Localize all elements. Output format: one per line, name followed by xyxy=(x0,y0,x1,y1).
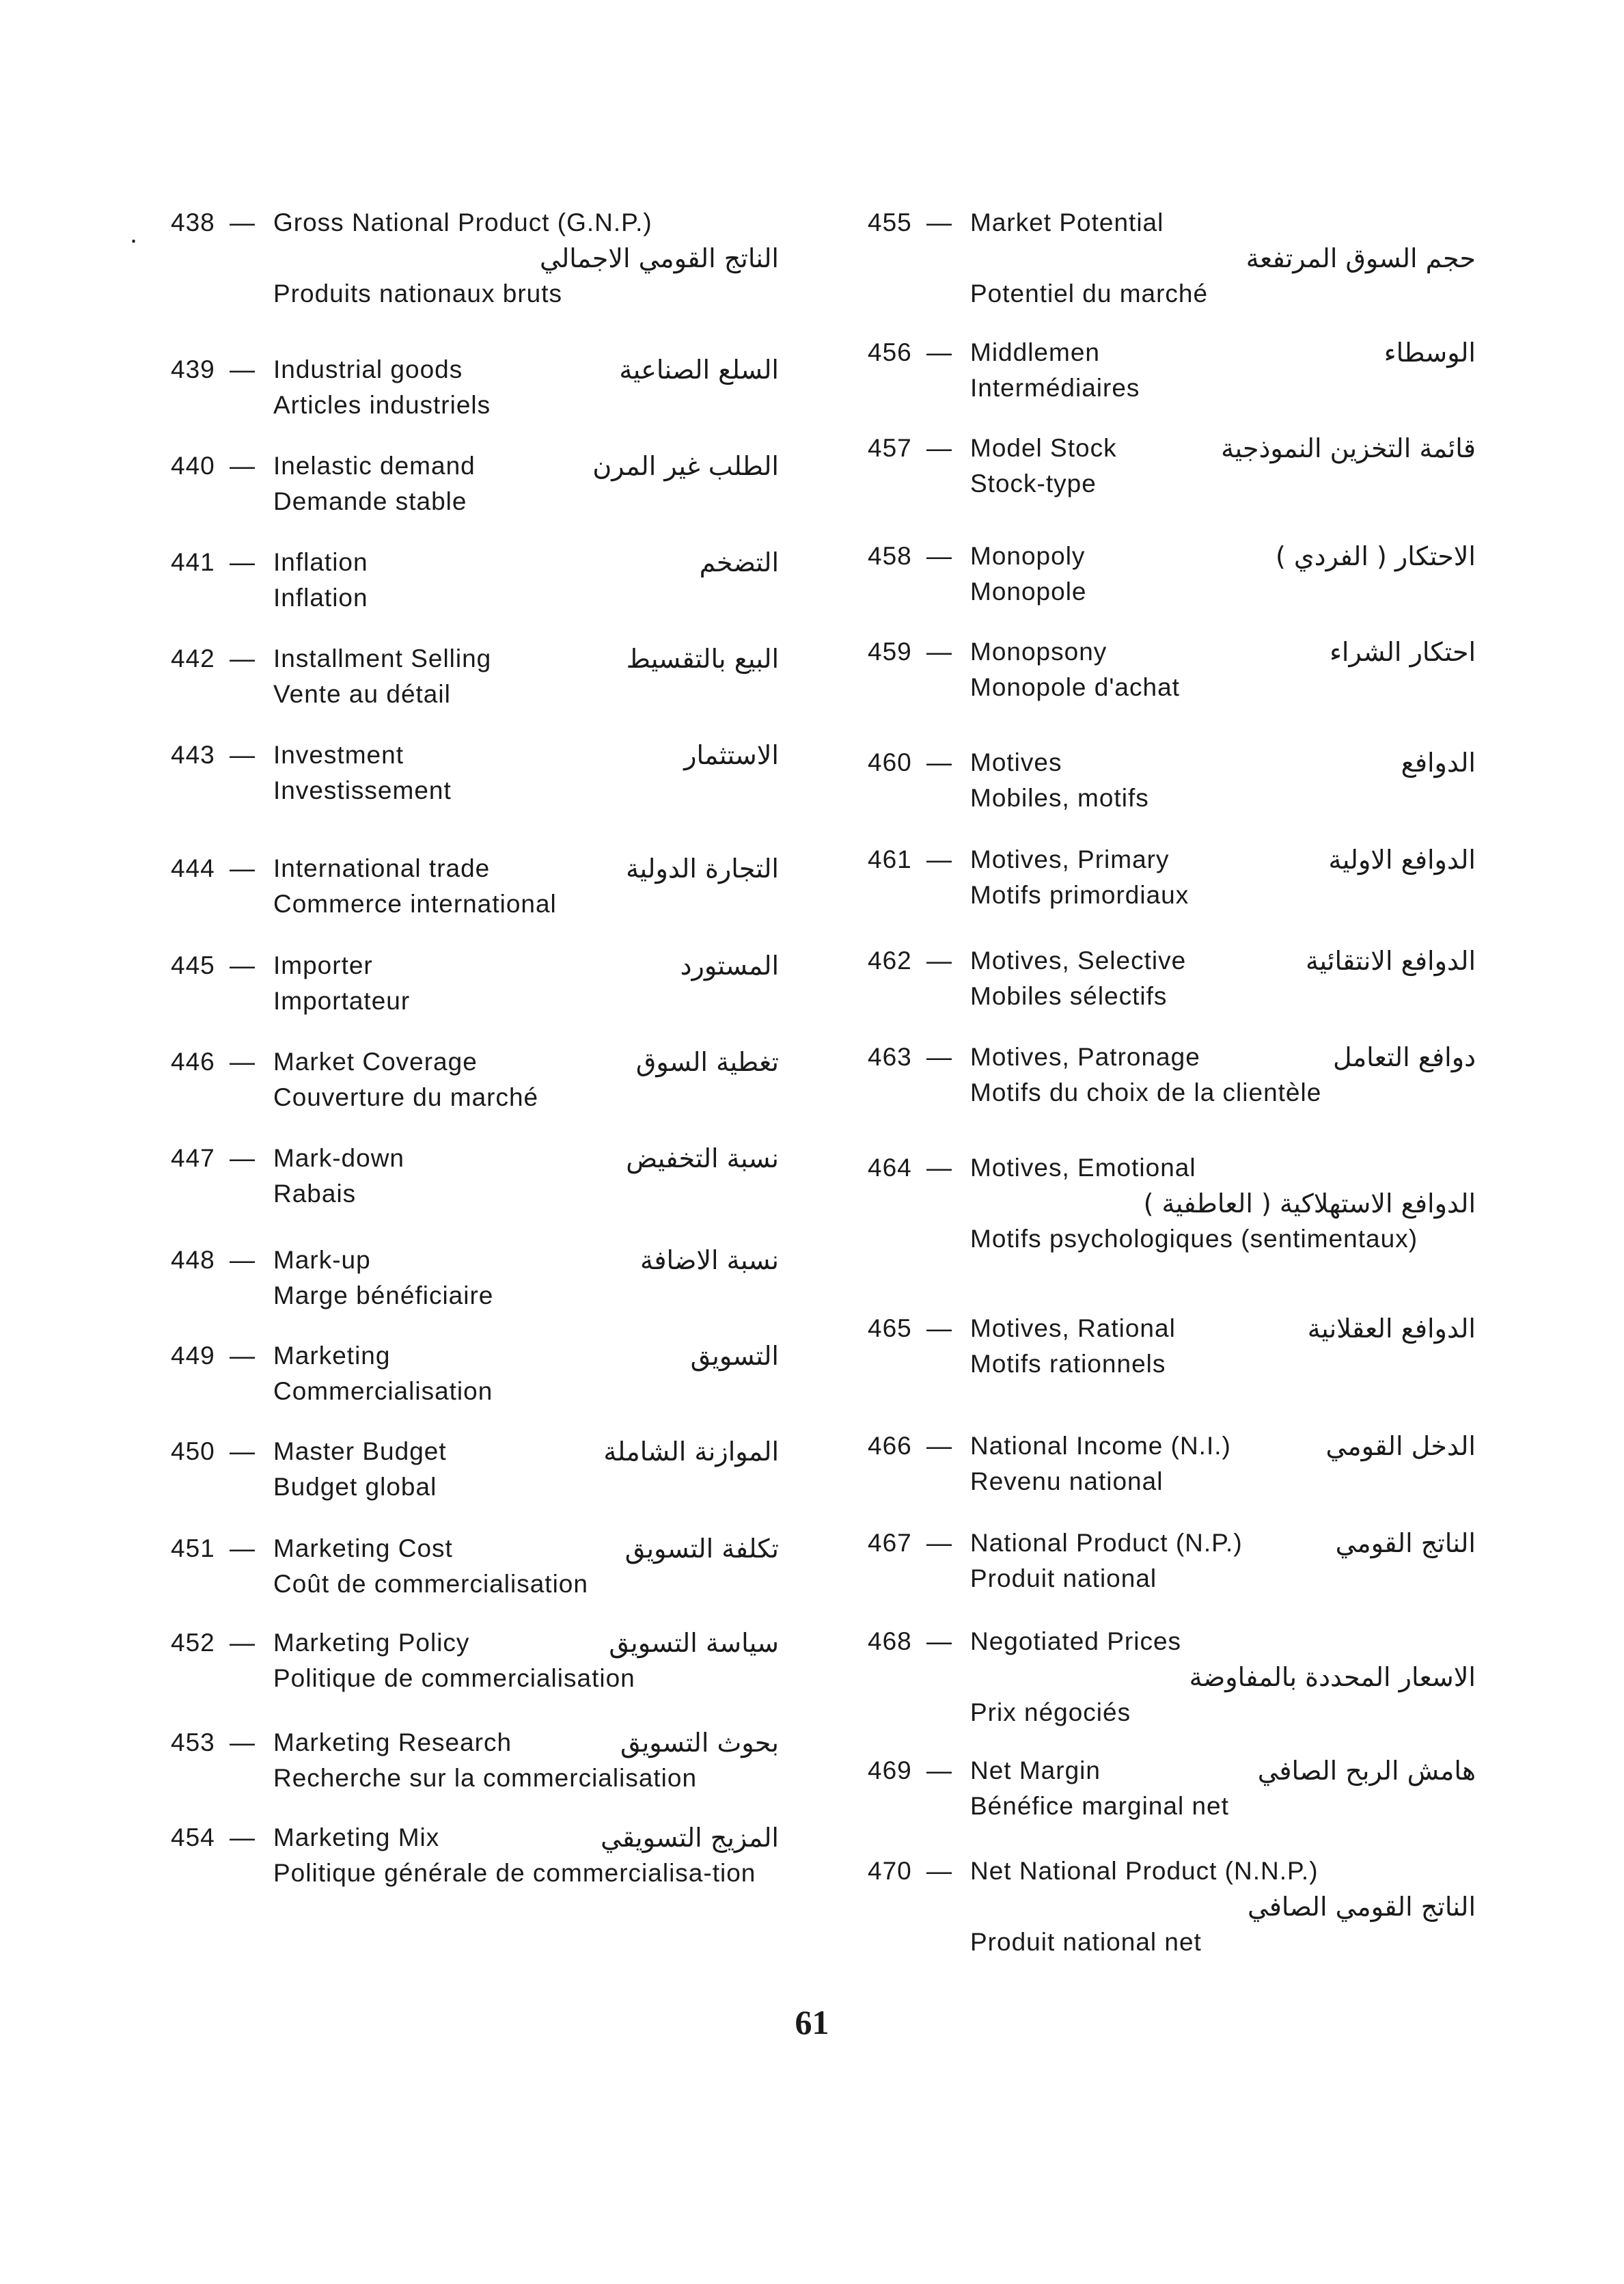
french-term: Monopole d'achat xyxy=(970,673,1180,701)
page-number: 61 xyxy=(795,2003,829,2041)
french-term: Produits nationaux bruts xyxy=(273,280,563,308)
entry-number: 441 xyxy=(171,548,215,576)
arabic-term: تكلفة التسويق xyxy=(624,1534,779,1564)
em-dash-separator: — xyxy=(926,1857,952,1885)
arabic-term: الطلب غير المرن xyxy=(592,451,779,481)
entry-number: 467 xyxy=(868,1529,912,1557)
em-dash-separator: — xyxy=(926,1627,952,1655)
entry-number: 439 xyxy=(171,355,215,383)
arabic-term: السلع الصناعية xyxy=(619,355,779,385)
french-term: Motifs psychologiques (sentimentaux) xyxy=(970,1225,1418,1253)
french-term: Couverture du marché xyxy=(273,1083,539,1111)
english-term: National Product (N.P.) xyxy=(970,1529,1243,1557)
english-term: Marketing Research xyxy=(273,1728,512,1756)
french-term: Coût de commercialisation xyxy=(273,1570,588,1598)
arabic-term: احتكار الشراء xyxy=(1330,637,1476,667)
em-dash-separator: — xyxy=(926,542,952,570)
entry-number: 459 xyxy=(868,638,912,666)
french-term: Marge bénéficiaire xyxy=(273,1281,494,1309)
french-term: Importateur xyxy=(273,987,411,1015)
english-term: Marketing xyxy=(273,1342,391,1370)
arabic-term: الاستثمار xyxy=(684,740,779,770)
french-term: Prix négociés xyxy=(970,1698,1131,1726)
french-term: Demande stable xyxy=(273,487,467,515)
margin-dot: . xyxy=(130,219,138,249)
arabic-term: قائمة التخزين النموذجية xyxy=(1221,433,1476,463)
arabic-term: التضخم xyxy=(699,547,779,577)
english-term: International trade xyxy=(273,854,491,882)
french-term: Revenu national xyxy=(970,1467,1164,1495)
english-term: Gross National Product (G.N.P.) xyxy=(273,208,652,236)
entry-number: 452 xyxy=(171,1629,215,1657)
entry-number: 462 xyxy=(868,947,912,975)
arabic-term: الدوافع الاستهلاكية ( العاطفية ) xyxy=(1143,1188,1476,1219)
arabic-term: التسويق xyxy=(690,1341,779,1371)
english-term: Investment xyxy=(273,741,404,769)
french-term: Commerce international xyxy=(273,890,557,918)
entry-number: 461 xyxy=(868,845,912,873)
french-term: Vente au détail xyxy=(273,680,451,708)
em-dash-separator: — xyxy=(230,951,256,979)
arabic-term: الموازنة الشاملة xyxy=(603,1437,779,1467)
entry-number: 450 xyxy=(171,1437,215,1465)
em-dash-separator: — xyxy=(926,1043,952,1071)
em-dash-separator: — xyxy=(926,1314,952,1342)
em-dash-separator: — xyxy=(926,748,952,776)
em-dash-separator: — xyxy=(230,644,256,672)
arabic-term: الدخل القومي xyxy=(1325,1431,1476,1461)
em-dash-separator: — xyxy=(230,1048,256,1076)
english-term: Motives, Rational xyxy=(970,1314,1176,1342)
em-dash-separator: — xyxy=(926,338,952,366)
french-term: Produit national net xyxy=(970,1928,1202,1956)
em-dash-separator: — xyxy=(926,1529,952,1557)
entry-number: 447 xyxy=(171,1144,215,1172)
entry-number: 438 xyxy=(171,208,215,236)
em-dash-separator: — xyxy=(926,208,952,236)
english-term: Inflation xyxy=(273,548,368,576)
arabic-term: تغطية السوق xyxy=(635,1047,779,1077)
entry-number: 446 xyxy=(171,1048,215,1076)
em-dash-separator: — xyxy=(230,1437,256,1465)
french-term: Bénéfice marginal net xyxy=(970,1792,1229,1820)
arabic-term: سياسة التسويق xyxy=(609,1628,779,1658)
entry-number: 470 xyxy=(868,1857,912,1885)
english-term: Monopsony xyxy=(970,638,1107,666)
english-term: Installment Selling xyxy=(273,644,492,672)
english-term: Marketing Policy xyxy=(273,1629,470,1657)
french-term: Rabais xyxy=(273,1180,357,1208)
em-dash-separator: — xyxy=(926,845,952,873)
english-term: Motives, Emotional xyxy=(970,1154,1196,1182)
arabic-term: المستورد xyxy=(680,951,779,981)
english-term: Mark-down xyxy=(273,1144,404,1172)
entry-number: 448 xyxy=(171,1246,215,1274)
arabic-term: الوسطاء xyxy=(1384,338,1476,368)
french-term: Motifs primordiaux xyxy=(970,881,1189,909)
entry-number: 442 xyxy=(171,644,215,672)
english-term: Importer xyxy=(273,951,373,979)
arabic-term: الدوافع الانتقائية xyxy=(1306,946,1476,976)
em-dash-separator: — xyxy=(230,1534,256,1562)
entry-number: 445 xyxy=(171,951,215,979)
entry-number: 444 xyxy=(171,854,215,882)
french-term: Politique de commercialisation xyxy=(273,1664,635,1692)
em-dash-separator: — xyxy=(230,1144,256,1172)
arabic-term: البيع بالتقسيط xyxy=(626,644,779,674)
entry-number: 463 xyxy=(868,1043,912,1071)
em-dash-separator: — xyxy=(230,1629,256,1657)
english-term: Middlemen xyxy=(970,338,1100,366)
em-dash-separator: — xyxy=(926,1756,952,1784)
english-term: National Income (N.I.) xyxy=(970,1432,1231,1460)
arabic-term: الاحتكار ( الفردي ) xyxy=(1276,541,1476,571)
em-dash-separator: — xyxy=(926,947,952,975)
em-dash-separator: — xyxy=(926,1154,952,1182)
em-dash-separator: — xyxy=(230,208,256,236)
english-term: Industrial goods xyxy=(273,355,463,383)
entry-number: 460 xyxy=(868,748,912,776)
arabic-term: الاسعار المحددة بالمفاوضة xyxy=(1189,1662,1476,1692)
english-term: Monopoly xyxy=(970,542,1086,570)
french-term: Politique générale de commercialisa-tion xyxy=(273,1859,756,1887)
arabic-term: نسبة التخفيض xyxy=(626,1143,779,1173)
french-term: Recherche sur la commercialisation xyxy=(273,1764,698,1792)
french-term: Articles industriels xyxy=(273,391,491,419)
entry-number: 453 xyxy=(171,1728,215,1756)
entry-number: 465 xyxy=(868,1314,912,1342)
french-term: Mobiles sélectifs xyxy=(970,982,1168,1010)
french-term: Monopole xyxy=(970,577,1087,606)
french-term: Budget global xyxy=(273,1473,437,1501)
arabic-term: التجارة الدولية xyxy=(626,854,779,884)
arabic-term: الدوافع xyxy=(1401,748,1476,778)
em-dash-separator: — xyxy=(926,434,952,462)
entry-number: 468 xyxy=(868,1627,912,1655)
entry-number: 469 xyxy=(868,1756,912,1784)
em-dash-separator: — xyxy=(230,741,256,769)
arabic-term: الناتج القومي xyxy=(1335,1528,1476,1558)
em-dash-separator: — xyxy=(230,1246,256,1274)
english-term: Net Margin xyxy=(970,1756,1101,1784)
english-term: Motives xyxy=(970,748,1062,776)
english-term: Motives, Patronage xyxy=(970,1043,1200,1071)
french-term: Motifs du choix de la clientèle xyxy=(970,1078,1322,1106)
entry-number: 449 xyxy=(171,1342,215,1370)
entry-number: 443 xyxy=(171,741,215,769)
em-dash-separator: — xyxy=(230,1728,256,1756)
em-dash-separator: — xyxy=(230,355,256,383)
arabic-term: الناتج القومي الصافي xyxy=(1248,1892,1476,1922)
arabic-term: هامش الربح الصافي xyxy=(1257,1756,1476,1786)
arabic-term: بحوث التسويق xyxy=(620,1728,779,1758)
english-term: Motives, Selective xyxy=(970,947,1187,975)
arabic-term: الدوافع العقلانية xyxy=(1307,1314,1476,1344)
entry-number: 457 xyxy=(868,434,912,462)
french-term: Intermédiaires xyxy=(970,374,1140,402)
english-term: Market Coverage xyxy=(273,1048,478,1076)
english-term: Master Budget xyxy=(273,1437,447,1465)
english-term: Marketing Cost xyxy=(273,1534,453,1562)
english-term: Model Stock xyxy=(970,434,1117,462)
entry-number: 466 xyxy=(868,1432,912,1460)
em-dash-separator: — xyxy=(926,1432,952,1460)
arabic-term: نسبة الاضافة xyxy=(639,1245,779,1275)
entry-number: 451 xyxy=(171,1534,215,1562)
em-dash-separator: — xyxy=(230,1342,256,1370)
english-term: Motives, Primary xyxy=(970,845,1170,873)
french-term: Commercialisation xyxy=(273,1377,493,1405)
entry-number: 458 xyxy=(868,542,912,570)
english-term: Net National Product (N.N.P.) xyxy=(970,1857,1319,1885)
french-term: Stock-type xyxy=(970,470,1097,498)
french-term: Potentiel du marché xyxy=(970,280,1209,308)
entry-number: 455 xyxy=(868,208,912,236)
em-dash-separator: — xyxy=(230,548,256,576)
em-dash-separator: — xyxy=(926,638,952,666)
french-term: Motifs rationnels xyxy=(970,1350,1166,1378)
entry-number: 440 xyxy=(171,452,215,480)
french-term: Inflation xyxy=(273,584,368,612)
french-term: Investissement xyxy=(273,776,452,804)
french-term: Produit national xyxy=(970,1564,1157,1592)
em-dash-separator: — xyxy=(230,452,256,480)
english-term: Marketing Mix xyxy=(273,1823,440,1851)
english-term: Negotiated Prices xyxy=(970,1627,1182,1655)
arabic-term: حجم السوق المرتفعة xyxy=(1245,243,1476,273)
em-dash-separator: — xyxy=(230,854,256,882)
arabic-term: دوافع التعامل xyxy=(1333,1042,1476,1072)
arabic-term: الدوافع الاولية xyxy=(1328,845,1476,875)
entry-number: 456 xyxy=(868,338,912,366)
entry-number: 464 xyxy=(868,1154,912,1182)
em-dash-separator: — xyxy=(230,1823,256,1851)
french-term: Mobiles, motifs xyxy=(970,784,1149,812)
entry-number: 454 xyxy=(171,1823,215,1851)
english-term: Inelastic demand xyxy=(273,452,476,480)
arabic-term: المزيج التسويقي xyxy=(601,1823,779,1853)
english-term: Market Potential xyxy=(970,208,1164,236)
arabic-term: الناتج القومي الاجمالي xyxy=(540,243,779,273)
english-term: Mark-up xyxy=(273,1246,371,1274)
